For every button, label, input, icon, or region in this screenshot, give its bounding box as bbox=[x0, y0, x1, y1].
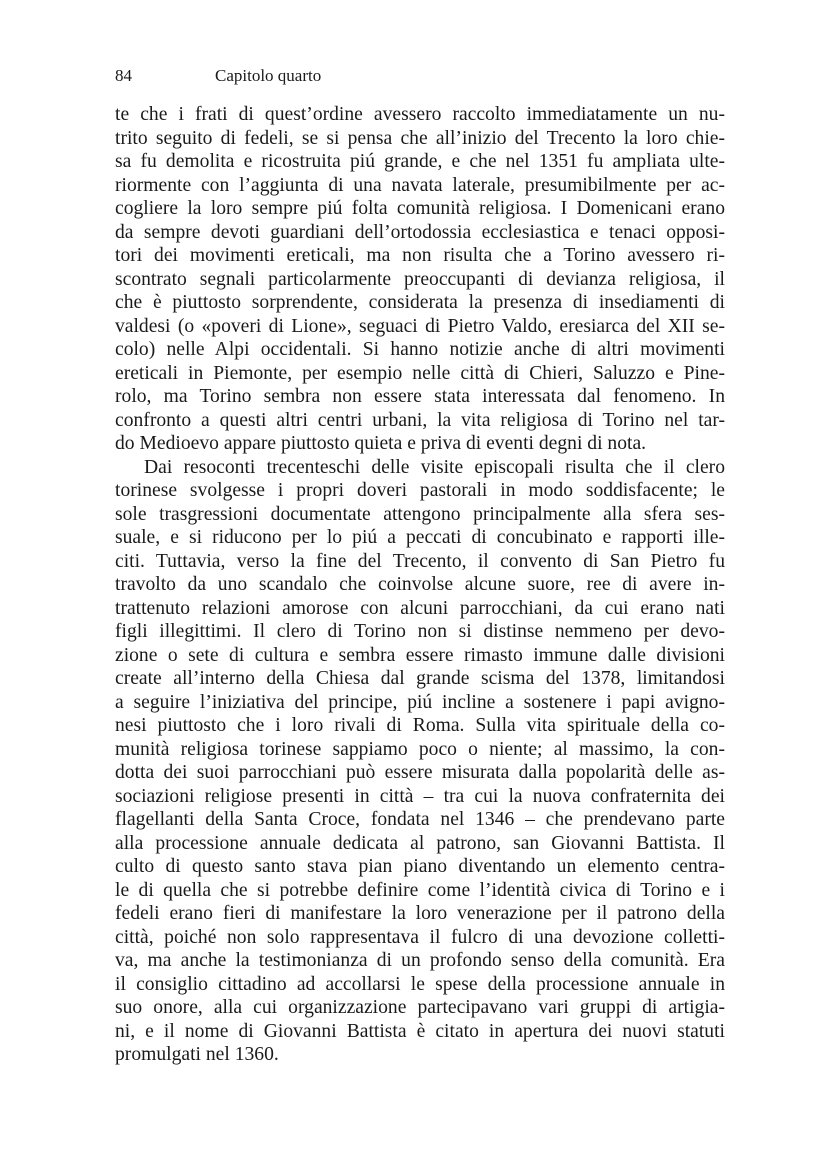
text-line: sa fu demolita e ricostruita piú grande, e che nel 1351 fu ampliata ulte- bbox=[115, 151, 725, 172]
text-line: dotta dei suoi parrocchiani può essere misurata dalla popolarità delle as- bbox=[115, 762, 725, 783]
text-line: suo onore, alla cui organizzazione partecipavano vari gruppi di artigia- bbox=[115, 997, 725, 1018]
text-line: torinese svolgesse i propri doveri pastorali in modo soddisfacente; le bbox=[115, 480, 725, 501]
paragraph-1 bbox=[115, 103, 725, 456]
text-line: a seguire l’iniziativa del principe, piú incline a sostenere i papi avigno- bbox=[115, 691, 725, 713]
text-line: flagellanti della Santa Croce, fondata nel 1346 – che prendevano parte bbox=[115, 809, 725, 830]
body-text bbox=[115, 103, 725, 1067]
text-line: cogliere la loro sempre piú folta comunità religiosa. I Domenicani erano bbox=[115, 198, 725, 219]
text-line: sole trasgressioni documentate attengono principalmente alla sfera ses- bbox=[115, 503, 725, 525]
page-number: 84 bbox=[115, 66, 132, 85]
text-line: città, poiché non solo rappresentava il fulcro di una devozione colletti- bbox=[115, 926, 725, 948]
text-line: riormente con l’aggiunta di una navata laterale, presumibilmente per ac- bbox=[115, 174, 725, 196]
text-line: te che i frati di quest’ordine avessero raccolto immediatamente un nu- bbox=[115, 104, 725, 125]
text-line: suale, e si riducono per lo piú a peccati di concubinato e rapporti ille- bbox=[115, 527, 725, 548]
text-line: citi. Tuttavia, verso la fine del Trecento, il convento di San Pietro fu bbox=[115, 550, 725, 572]
text-line: scontrato segnali particolarmente preoccupanti di devianza religiosa, il bbox=[115, 268, 725, 290]
text-line: colo) nelle Alpi occidentali. Si hanno notizie anche di altri movimenti bbox=[115, 339, 725, 360]
paragraph-2 bbox=[115, 456, 725, 1067]
text-line: trito seguito di fedeli, se si pensa che all’inizio del Trecento la loro chie- bbox=[115, 127, 725, 149]
text-line: ni, e il nome di Giovanni Battista è citato in apertura dei nuovi statuti bbox=[115, 1020, 725, 1042]
text-line: do Medioevo appare piuttosto quieta e priva di eventi degni di nota. bbox=[115, 433, 647, 454]
text-line: zione o sete di cultura e sembra essere rimasto immune dalle divisioni bbox=[115, 644, 725, 666]
text-line: tori dei movimenti ereticali, ma non risulta che a Torino avessero ri- bbox=[115, 245, 725, 266]
text-line: confronto a questi altri centri urbani, la vita religiosa di Torino nel tar- bbox=[115, 409, 725, 431]
text-line: travolto da uno scandalo che coinvolse alcune suore, ree di avere in- bbox=[115, 574, 725, 595]
text-line: culto di questo santo stava pian piano diventando un elemento centra- bbox=[115, 856, 725, 877]
text-line: trattenuto relazioni amorose con alcuni parrocchiani, da cui erano nati bbox=[115, 597, 725, 619]
text-line: il consiglio cittadino ad accollarsi le spese della processione annuale in bbox=[115, 973, 725, 995]
text-line: munità religiosa torinese sappiamo poco o niente; al massimo, la con- bbox=[115, 738, 725, 760]
text-line: promulgati nel 1360. bbox=[115, 1044, 279, 1065]
text-line: create all’interno della Chiesa dal grande scisma del 1378, limitandosi bbox=[115, 668, 725, 689]
running-head bbox=[115, 66, 725, 86]
chapter-title: Capitolo quarto bbox=[215, 66, 322, 85]
text-line: da sempre devoti guardiani dell’ortodossia ecclesiastica e tenaci opposi- bbox=[115, 221, 725, 243]
text-line: ereticali in Piemonte, per esempio nelle città di Chieri, Saluzzo e Pine- bbox=[115, 362, 725, 384]
text-line: che è piuttosto sorprendente, considerata la presenza di insediamenti di bbox=[115, 292, 725, 313]
text-line: fedeli erano fieri di manifestare la loro venerazione per il patrono della bbox=[115, 903, 725, 924]
text-line: figli illegittimi. Il clero di Torino non si distinse nemmeno per devo- bbox=[115, 621, 725, 642]
text-line: rolo, ma Torino sembra non essere stata interessata dal fenomeno. In bbox=[115, 386, 725, 407]
text-line: nesi piuttosto che i loro rivali di Roma. Sulla vita spirituale della co- bbox=[115, 715, 725, 736]
text-line: sociazioni religiose presenti in città – tra cui la nuova confraternita dei bbox=[115, 785, 725, 807]
text-line: valdesi (o «poveri di Lione», seguaci di Pietro Valdo, eresiarca del XII se- bbox=[115, 315, 725, 337]
text-line: Dai resoconti trecenteschi delle visite episcopali risulta che il clero bbox=[144, 456, 725, 478]
text-line: le di quella che si potrebbe definire come l’identità civica di Torino e i bbox=[115, 879, 725, 901]
text-line: va, ma anche la testimonianza di un profondo senso della comunità. Era bbox=[115, 950, 725, 971]
text-line: alla processione annuale dedicata al patrono, san Giovanni Battista. Il bbox=[115, 832, 725, 854]
